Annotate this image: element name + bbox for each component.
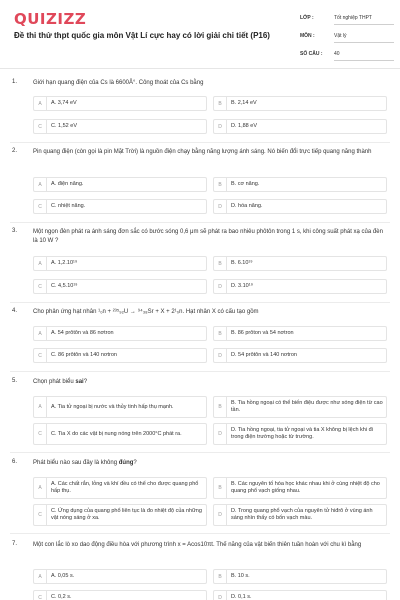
option-text: B. 10 s. (231, 573, 250, 579)
question-3-option-c[interactable] (33, 279, 207, 294)
question-4-option-c[interactable] (33, 348, 207, 363)
option-letter: C (34, 505, 47, 525)
question-4-option-d[interactable] (213, 348, 387, 363)
option-text: C. 86 prôtôn và 140 nơtron (51, 352, 117, 358)
option-text: C. nhiệt năng. (51, 203, 86, 209)
question-text-suffix: ? (83, 379, 88, 385)
option-text: D. 0,1 s. (231, 594, 252, 600)
question-divider (10, 533, 390, 534)
question-1-option-d[interactable] (213, 119, 387, 134)
question-divider (10, 452, 390, 453)
question-1-option-a[interactable] (33, 96, 207, 111)
quizizz-logo[interactable]: QUIZIZZ (14, 10, 87, 28)
option-letter: A (34, 257, 47, 270)
question-text-emphasis: đúng (118, 460, 134, 466)
question-divider (10, 302, 390, 303)
option-text: D. 54 prôtôn và 140 nơtron (231, 352, 297, 358)
question-text-prefix: Phát biểu nào sau đây là không (33, 460, 119, 466)
meta-class (300, 12, 392, 30)
option-letter: C (34, 349, 47, 362)
question-text: Một ngọn đèn phát ra ánh sáng đơn sắc có bước sóng 0,6 μm sẽ phát ra bao nhiêu phôtôn trong 1 s, khi công suất phát xạ của đèn là 10 W ? (33, 229, 383, 244)
question-6-option-b[interactable] (213, 477, 387, 499)
option-letter: B (214, 570, 227, 583)
question-7-option-d[interactable] (213, 590, 387, 600)
meta-subject-value: Vật lý (334, 33, 394, 43)
question-text-prefix: Chọn phát biểu (33, 379, 76, 385)
option-text: A. điện năng. (51, 181, 84, 187)
question-number: 3. (12, 228, 18, 234)
question-5-option-d[interactable] (213, 423, 387, 445)
question-7-option-a[interactable] (33, 569, 207, 584)
option-text: D. Tia hồng ngoại, tia tử ngoại và tia X không bị lệch khi đi trong điện trường hoặc từ trường. (231, 427, 373, 440)
option-letter: A (34, 478, 47, 498)
document-meta (300, 12, 392, 66)
option-letter: B (214, 97, 227, 110)
question-4-option-b[interactable] (213, 326, 387, 341)
question-3-option-a[interactable] (33, 256, 207, 271)
question-text (33, 378, 388, 387)
meta-class-value: Tốt nghiệp THPT (334, 15, 394, 25)
option-letter: C (34, 424, 47, 444)
document-header (0, 0, 400, 66)
option-letter: D (214, 280, 227, 293)
question-1-option-b[interactable] (213, 96, 387, 111)
question-number: 7. (12, 541, 18, 547)
question-text-suffix: ? (133, 460, 137, 466)
meta-subject-label: MÔN : (300, 33, 315, 39)
meta-class-label: LỚP : (300, 15, 314, 21)
question-2-option-d[interactable] (213, 199, 387, 214)
option-text: A. 54 prôtôn và 86 nơtron (51, 330, 114, 336)
question-divider (10, 371, 390, 372)
question-text: Một con lắc lò xo dao động điều hòa với phương trình x = Acos10πt. Thế năng của vật biến thiên tuần hoàn với chu kì bằng (33, 542, 362, 548)
document-title: Đề thi thử thpt quốc gia môn Vật Lí cực hay có lời giải chi tiết (P16) (14, 31, 270, 40)
option-letter: C (34, 200, 47, 213)
option-letter: C (34, 120, 47, 133)
question-number: 1. (12, 79, 18, 85)
option-text: A. 3,74 eV (51, 100, 77, 106)
question-5-option-b[interactable] (213, 396, 387, 418)
option-text: A. 0,05 s. (51, 573, 75, 579)
question-divider (10, 222, 390, 223)
option-letter: B (214, 397, 227, 417)
question-3-option-d[interactable] (213, 279, 387, 294)
option-text: A. 1,2.10¹⁹ (51, 260, 78, 266)
question-5-option-c[interactable] (33, 423, 207, 445)
option-text: B. 86 prôton và 54 nơtron (231, 330, 294, 336)
question-1-option-c[interactable] (33, 119, 207, 134)
question-text: Cho phản ứng hạt nhân ¹₀n + ²³⁵₉₂U → ⁹⁴₃₈Sr + X + 2¹₀n. Hạt nhân X có cấu tạo gồm (33, 309, 259, 315)
option-text: A. Tia tử ngoại bị nước và thủy tinh hấp thụ mạnh. (51, 403, 174, 410)
question-2-option-a[interactable] (33, 177, 207, 192)
question-divider (10, 142, 390, 143)
meta-question-count-value: 40 (334, 51, 394, 61)
question-3-option-b[interactable] (213, 256, 387, 271)
question-2-option-c[interactable] (33, 199, 207, 214)
question-5-option-a[interactable] (33, 396, 207, 418)
option-text: C. 1,52 eV (51, 123, 77, 129)
meta-question-count-label: SỐ CÂU : (300, 51, 323, 57)
question-number: 2. (12, 148, 18, 154)
option-letter: A (34, 97, 47, 110)
option-letter: C (34, 280, 47, 293)
meta-question-count (300, 48, 392, 66)
option-text: C. Tia X do các vật bị nung nóng trên 2000°C phát ra. (51, 430, 182, 437)
option-letter: B (214, 327, 227, 340)
option-letter: D (214, 505, 227, 525)
option-text: C. 0,2 s. (51, 594, 72, 600)
question-number: 6. (12, 459, 18, 465)
option-text: B. Tia hồng ngoại có thể biến điệu được như sóng điện từ cao tần. (231, 400, 383, 413)
question-text: Pin quang điện (còn gọi là pin Mặt Trời) là nguồn điện chạy bằng năng lượng ánh sáng. Nó biến đổi trực tiếp quang năng thành (33, 149, 372, 155)
option-letter: A (34, 397, 47, 417)
option-letter: C (34, 591, 47, 600)
header-divider (0, 68, 400, 69)
option-text: C. Ứng dụng của quang phổ liên tục là đo nhiệt độ của những vật nóng sáng ở xa. (51, 508, 202, 521)
option-text: D. 1,88 eV (231, 123, 257, 129)
question-6-option-a[interactable] (33, 477, 207, 499)
question-text (33, 459, 388, 468)
option-letter: A (34, 178, 47, 191)
question-text: Giới hạn quang điện của Cs là 6600Å°. Công thoát của Cs bằng (33, 80, 204, 86)
option-text: C. 4,5.10¹⁹ (51, 283, 78, 289)
option-text: B. cơ năng. (231, 181, 260, 187)
option-text: D. Trong quang phổ vạch của nguyên tử hiđrô ở vùng ánh sáng nhìn thấy có bốn vạch màu. (231, 508, 373, 521)
question-2-option-b[interactable] (213, 177, 387, 192)
question-6-option-d[interactable] (213, 504, 387, 526)
option-text: D. 3.10¹⁹ (231, 283, 253, 289)
option-letter: A (34, 570, 47, 583)
question-number: 5. (12, 378, 18, 384)
question-7-option-b[interactable] (213, 569, 387, 584)
option-text: B. 2,14 eV (231, 100, 257, 106)
option-text: B. Các nguyên tố hóa học khác nhau khi ở cùng nhiệt độ cho quang phổ vạch giống nhau. (231, 481, 380, 494)
question-4-option-a[interactable] (33, 326, 207, 341)
option-text: B. 6.10¹⁹ (231, 260, 253, 266)
option-letter: D (214, 591, 227, 600)
option-text: A. Các chất rắn, lỏng và khí đều có thể cho được quang phổ hấp thụ. (51, 481, 199, 494)
question-text-emphasis: sai (75, 379, 84, 385)
option-letter: D (214, 349, 227, 362)
option-letter: A (34, 327, 47, 340)
question-6-option-c[interactable] (33, 504, 207, 526)
option-letter: D (214, 120, 227, 133)
option-letter: D (214, 424, 227, 444)
question-number: 4. (12, 308, 18, 314)
option-letter: D (214, 200, 227, 213)
option-letter: B (214, 178, 227, 191)
option-letter: B (214, 257, 227, 270)
option-letter: B (214, 478, 227, 498)
question-7-option-c[interactable] (33, 590, 207, 600)
option-text: D. hóa năng. (231, 203, 263, 209)
meta-subject (300, 30, 392, 48)
